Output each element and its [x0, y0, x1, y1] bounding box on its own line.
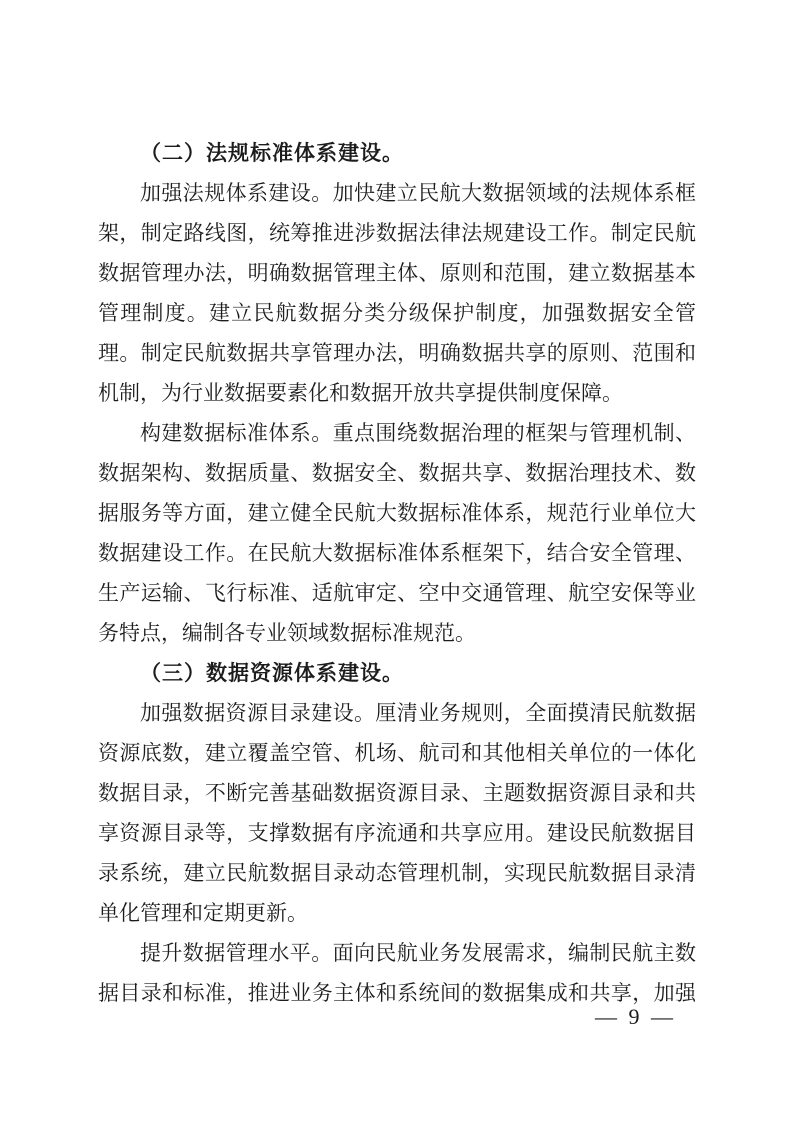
text-line: 据服务等方面，建立健全民航大数据标准体系，规范行业单位大 — [98, 501, 696, 525]
text-line: 录系统，建立民航数据目录动态管理机制，实现民航数据目录清 — [98, 861, 696, 885]
text-line: 数据管理办法，明确数据管理主体、原则和范围，建立数据基本 — [98, 261, 696, 285]
text-line: 享资源目录等，支撑数据有序流通和共享应用。建设民航数据目 — [98, 821, 696, 845]
text-line: 架，制定路线图，统筹推进涉数据法律法规建设工作。制定民航 — [98, 221, 696, 245]
text-line: 据目录和标准，推进业务主体和系统间的数据集成和共享，加强 — [98, 981, 696, 1005]
section-heading: （二）法规标准体系建设。 — [140, 141, 404, 165]
text-line: 生产运输、飞行标准、适航审定、空中交通管理、航空安保等业 — [98, 581, 696, 605]
text-line: 提升数据管理水平。面向民航业务发展需求，编制民航主数 — [140, 941, 696, 965]
text-line: 务特点，编制各专业领域数据标准规范。 — [98, 621, 476, 645]
text-line: 机制，为行业数据要素化和数据开放共享提供制度保障。 — [98, 381, 623, 405]
text-line: 理。制定民航数据共享管理办法，明确数据共享的原则、范围和 — [98, 341, 696, 365]
text-line: 数据架构、数据质量、数据安全、数据共享、数据治理技术、数 — [98, 461, 696, 485]
document-body — [98, 133, 696, 1013]
text-line: 数据目录，不断完善基础数据资源目录、主题数据资源目录和共 — [98, 781, 696, 805]
text-line: 资源底数，建立覆盖空管、机场、航司和其他相关单位的一体化 — [98, 741, 696, 765]
text-line: 管理制度。建立民航数据分类分级保护制度，加强数据安全管 — [98, 301, 696, 325]
text-line: 数据建设工作。在民航大数据标准体系框架下，结合安全管理、 — [98, 541, 696, 565]
page-number: — 9 — — [595, 1004, 676, 1029]
text-line: 单化管理和定期更新。 — [98, 901, 308, 925]
text-line: 加强法规体系建设。加快建立民航大数据领域的法规体系框 — [140, 181, 696, 205]
section-heading: （三）数据资源体系建设。 — [140, 661, 404, 685]
text-line: 加强数据资源目录建设。厘清业务规则，全面摸清民航数据 — [140, 701, 696, 725]
text-line: 构建数据标准体系。重点围绕数据治理的框架与管理机制、 — [140, 421, 696, 445]
